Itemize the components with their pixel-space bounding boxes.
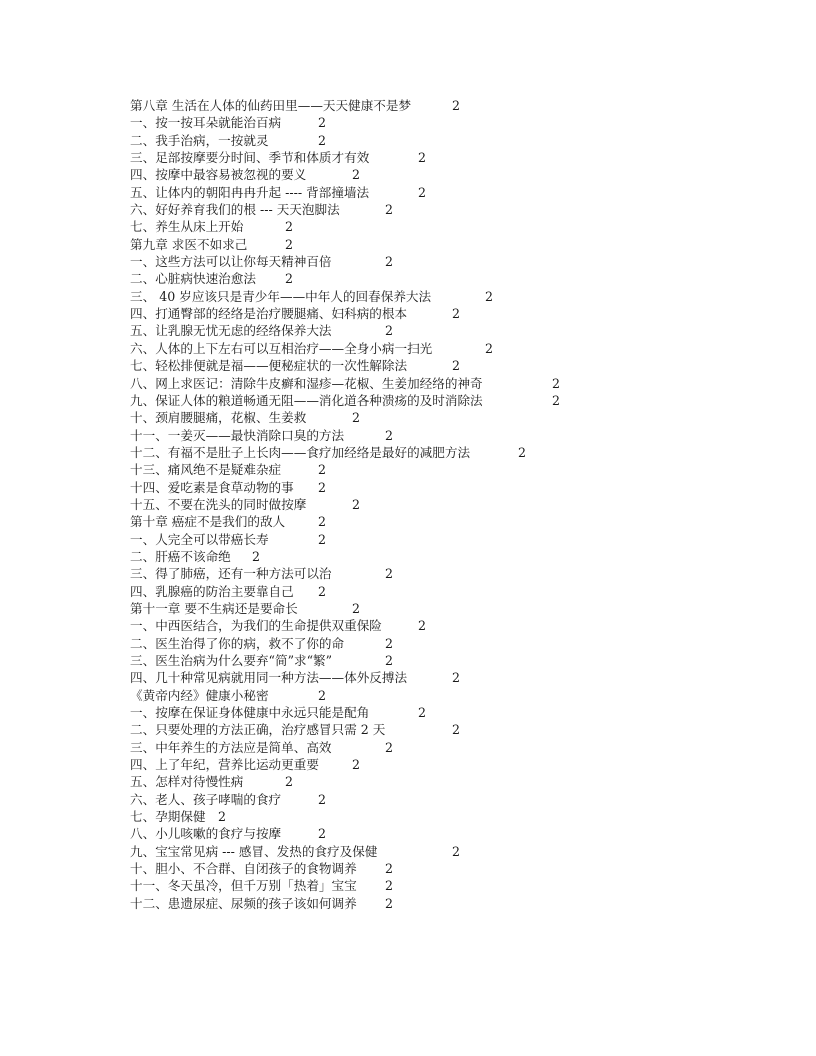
toc-entry-page-number: 2 bbox=[418, 705, 427, 721]
toc-entry-page-number: 2 bbox=[252, 548, 261, 564]
toc-entry[interactable] bbox=[130, 843, 790, 860]
toc-entry-page-number: 2 bbox=[418, 150, 427, 166]
toc-entry-page-number: 2 bbox=[385, 323, 394, 339]
toc-entry-title: 二、只要处理的方法正确，治疗感冒只需 2 天 bbox=[130, 722, 386, 738]
toc-entry-title: 一、按摩在保证身体健康中永远只能是配角 bbox=[130, 705, 370, 721]
toc-entry[interactable] bbox=[130, 270, 790, 287]
toc-entry-title: 二、肝癌不该命绝 bbox=[130, 548, 231, 564]
toc-entry-page-number: 2 bbox=[285, 219, 294, 235]
toc-entry-title: 十三、痛风绝不是疑难杂症 bbox=[130, 462, 282, 478]
toc-entry-page-number: 2 bbox=[552, 392, 561, 408]
toc-entry[interactable] bbox=[130, 860, 790, 877]
toc-entry[interactable] bbox=[130, 305, 790, 322]
toc-entry-title: 十二、患遗尿症、尿频的孩子该如何调养 bbox=[130, 895, 357, 911]
toc-entry[interactable] bbox=[130, 236, 790, 253]
toc-entry-title: 十一、一姜灭——最快消除口臭的方法 bbox=[130, 427, 345, 443]
toc-entry[interactable] bbox=[130, 114, 790, 131]
toc-entry-title: 五、怎样对待慢性病 bbox=[130, 774, 244, 790]
toc-entry[interactable] bbox=[130, 808, 790, 825]
toc-entry-title: 十五、不要在洗头的同时做按摩 bbox=[130, 496, 307, 512]
toc-entry-page-number: 2 bbox=[352, 757, 361, 773]
toc-entry-title: 十、颈肩腰腿痛，花椒、生姜救 bbox=[130, 410, 307, 426]
toc-entry[interactable] bbox=[130, 791, 790, 808]
toc-entry-page-number: 2 bbox=[385, 635, 394, 651]
toc-entry[interactable] bbox=[130, 773, 790, 790]
toc-entry[interactable] bbox=[130, 184, 790, 201]
toc-entry-title: 十四、爱吃素是食草动物的事 bbox=[130, 479, 294, 495]
toc-entry-page-number: 2 bbox=[385, 427, 394, 443]
toc-entry-page-number: 2 bbox=[385, 861, 394, 877]
toc-entry-title: 四、按摩中最容易被忽视的要义 bbox=[130, 167, 307, 183]
toc-entry-page-number: 2 bbox=[352, 496, 361, 512]
toc-entry[interactable] bbox=[130, 97, 790, 114]
toc-entry-title: 二、医生治得了你的病，救不了你的命 bbox=[130, 635, 345, 651]
toc-entry-title: 三、中年养生的方法应是简单、高效 bbox=[130, 739, 332, 755]
toc-entry[interactable] bbox=[130, 357, 790, 374]
toc-entry[interactable] bbox=[130, 479, 790, 496]
toc-entry-title: 三、 40 岁应该只是青少年——中年人的回春保养大法 bbox=[130, 288, 432, 304]
toc-entry-page-number: 2 bbox=[318, 826, 327, 842]
toc-entry[interactable] bbox=[130, 513, 790, 530]
toc-entry-title: 第八章 生活在人体的仙药田里——天天健康不是梦 bbox=[130, 98, 412, 113]
toc-entry-page-number: 2 bbox=[318, 462, 327, 478]
toc-entry[interactable] bbox=[130, 652, 790, 669]
toc-entry-page-number: 2 bbox=[452, 306, 461, 322]
toc-entry-title: 六、老人、孩子哮喘的食疗 bbox=[130, 791, 282, 807]
toc-entry-title: 二、心脏病快速治愈法 bbox=[130, 271, 256, 287]
toc-entry-page-number: 2 bbox=[452, 98, 461, 113]
toc-entry-title: 八、小儿咳嗽的食疗与按摩 bbox=[130, 826, 282, 842]
toc-entry-title: 四、上了年纪，营养比运动更重要 bbox=[130, 757, 319, 773]
toc-entry-title: 第十一章 要不生病还是要命长 bbox=[130, 600, 298, 616]
toc-entry-title: 八、网上求医记：清除牛皮癣和湿疹—花椒、生姜加经络的神奇 bbox=[130, 375, 483, 391]
toc-entry-title: 《黄帝内经》健康小秘密 bbox=[130, 687, 269, 703]
toc-entry-title: 五、让乳腺无忧无虑的经络保养大法 bbox=[130, 323, 332, 339]
toc-entry[interactable] bbox=[130, 375, 790, 392]
toc-entry-page-number: 2 bbox=[318, 479, 327, 495]
toc-entry[interactable] bbox=[130, 669, 790, 686]
toc-entry-page-number: 2 bbox=[418, 184, 427, 200]
toc-entry-page-number: 2 bbox=[385, 254, 394, 270]
toc-entry-page-number: 2 bbox=[385, 653, 394, 668]
toc-entry[interactable] bbox=[130, 565, 790, 582]
toc-entry[interactable] bbox=[130, 739, 790, 756]
toc-entry-page-number: 2 bbox=[385, 895, 394, 911]
toc-entry[interactable] bbox=[130, 409, 790, 426]
toc-entry[interactable] bbox=[130, 322, 790, 339]
toc-entry[interactable] bbox=[130, 132, 790, 149]
toc-entry[interactable] bbox=[130, 288, 790, 305]
toc-entry-title: 十、胆小、不合群、自闭孩子的食物调养 bbox=[130, 861, 357, 877]
toc-entry-title: 四、乳腺癌的防治主要靠自己 bbox=[130, 583, 294, 599]
toc-entry-page-number: 2 bbox=[318, 531, 327, 547]
toc-entry-title: 一、这些方法可以让你每天精神百倍 bbox=[130, 254, 332, 270]
toc-entry-title: 一、按一按耳朵就能治百病 bbox=[130, 115, 282, 131]
toc-entry-title: 三、医生治病为什么要弃“简”求“繁” bbox=[130, 653, 333, 668]
toc-entry-page-number: 2 bbox=[318, 687, 327, 703]
toc-entry-page-number: 2 bbox=[285, 774, 294, 790]
toc-entry-title: 第九章 求医不如求己 bbox=[130, 236, 248, 252]
toc-entry[interactable] bbox=[130, 496, 790, 513]
toc-entry[interactable] bbox=[130, 895, 790, 912]
toc-entry-title: 十二、有福不是肚子上长肉——食疗加经络是最好的减肥方法 bbox=[130, 444, 471, 460]
toc-entry-title: 四、几十种常见病就用同一种方法——体外反搏法 bbox=[130, 670, 408, 686]
toc-entry[interactable] bbox=[130, 201, 790, 218]
toc-entry-page-number: 2 bbox=[452, 670, 461, 686]
toc-entry-page-number: 2 bbox=[318, 132, 327, 148]
toc-entry-title: 七、孕期保健 bbox=[130, 809, 206, 825]
toc-entry[interactable] bbox=[130, 427, 790, 444]
toc-entry-title: 七、轻松排便就是福——便秘症状的一次性解除法 bbox=[130, 358, 408, 374]
table-of-contents bbox=[130, 97, 790, 912]
toc-entry-title: 二、我手治病，一按就灵 bbox=[130, 132, 269, 148]
toc-entry-title: 一、人完全可以带癌长寿 bbox=[130, 531, 269, 547]
toc-entry[interactable] bbox=[130, 721, 790, 738]
toc-entry[interactable] bbox=[130, 704, 790, 721]
toc-entry[interactable] bbox=[130, 617, 790, 634]
toc-entry[interactable] bbox=[130, 149, 790, 166]
toc-entry-page-number: 2 bbox=[318, 115, 327, 131]
toc-entry-title: 六、人体的上下左右可以互相治疗——全身小病一扫光 bbox=[130, 340, 433, 356]
toc-entry-page-number: 2 bbox=[385, 878, 394, 894]
toc-entry[interactable] bbox=[130, 583, 790, 600]
toc-entry-page-number: 2 bbox=[418, 618, 427, 634]
toc-entry-page-number: 2 bbox=[218, 809, 227, 825]
toc-entry[interactable] bbox=[130, 166, 790, 183]
toc-entry-page-number: 2 bbox=[552, 375, 561, 391]
toc-entry-title: 三、足部按摩要分时间、季节和体质才有效 bbox=[130, 150, 370, 166]
toc-entry[interactable] bbox=[130, 461, 790, 478]
toc-entry-title: 五、让体内的朝阳冉冉升起 ---- 背部撞墙法 bbox=[130, 184, 370, 200]
toc-entry-page-number: 2 bbox=[385, 739, 394, 755]
toc-entry-title: 六、好好养育我们的根 --- 天天泡脚法 bbox=[130, 202, 340, 218]
toc-entry-title: 九、保证人体的粮道畅通无阻——消化道各种溃疡的及时消除法 bbox=[130, 392, 483, 408]
toc-entry[interactable] bbox=[130, 340, 790, 357]
toc-entry[interactable] bbox=[130, 218, 790, 235]
toc-entry[interactable] bbox=[130, 687, 790, 704]
toc-entry[interactable] bbox=[130, 444, 790, 461]
toc-entry-page-number: 2 bbox=[318, 583, 327, 599]
toc-entry[interactable] bbox=[130, 756, 790, 773]
toc-entry-title: 三、得了肺癌，还有一种方法可以治 bbox=[130, 566, 332, 582]
toc-entry[interactable] bbox=[130, 548, 790, 565]
toc-entry-page-number: 2 bbox=[318, 791, 327, 807]
toc-entry-title: 一、中西医结合，为我们的生命提供双重保险 bbox=[130, 618, 382, 634]
toc-entry[interactable] bbox=[130, 392, 790, 409]
toc-entry[interactable] bbox=[130, 531, 790, 548]
toc-entry[interactable] bbox=[130, 825, 790, 842]
toc-entry-page-number: 2 bbox=[485, 340, 494, 356]
toc-entry-title: 第十章 癌症不是我们的敌人 bbox=[130, 514, 286, 530]
toc-entry[interactable] bbox=[130, 600, 790, 617]
toc-entry-title: 七、养生从床上开始 bbox=[130, 219, 244, 235]
toc-entry-page-number: 2 bbox=[352, 410, 361, 426]
toc-entry-page-number: 2 bbox=[385, 566, 394, 582]
toc-entry[interactable] bbox=[130, 877, 790, 894]
toc-entry-page-number: 2 bbox=[285, 236, 294, 252]
toc-entry-page-number: 2 bbox=[518, 444, 527, 460]
toc-entry-page-number: 2 bbox=[385, 202, 394, 218]
toc-entry-page-number: 2 bbox=[485, 288, 494, 304]
toc-entry-title: 九、宝宝常见病 --- 感冒、发热的食疗及保健 bbox=[130, 843, 378, 859]
toc-entry-page-number: 2 bbox=[452, 843, 461, 859]
toc-entry-page-number: 2 bbox=[452, 358, 461, 374]
toc-entry-page-number: 2 bbox=[352, 600, 361, 616]
toc-entry[interactable] bbox=[130, 635, 790, 652]
toc-entry-page-number: 2 bbox=[452, 722, 461, 738]
toc-entry-page-number: 2 bbox=[318, 514, 327, 530]
toc-entry-title: 十一、冬天虽冷，但千万别「热着」宝宝 bbox=[130, 878, 357, 894]
toc-entry[interactable] bbox=[130, 253, 790, 270]
toc-entry-page-number: 2 bbox=[285, 271, 294, 287]
toc-entry-title: 四、打通臀部的经络是治疗腰腿痛、妇科病的根本 bbox=[130, 306, 408, 322]
toc-entry-page-number: 2 bbox=[352, 167, 361, 183]
